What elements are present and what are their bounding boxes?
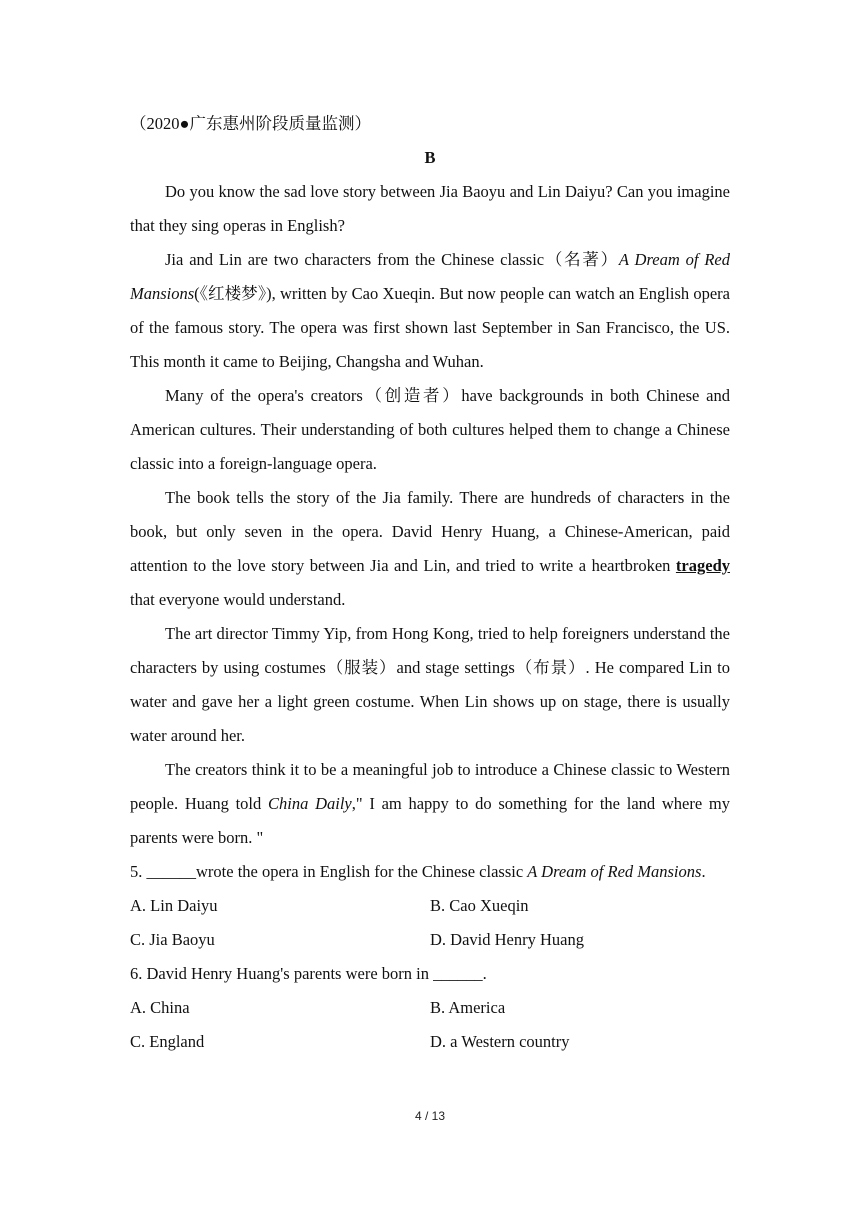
book-title: A Dream of Red Mansions	[130, 250, 730, 303]
book-title: A Dream of Red Mansions	[527, 862, 702, 881]
key-word: tragedy	[675, 556, 730, 575]
newspaper-name: China Daily	[268, 794, 352, 813]
option-c: C. England	[130, 1032, 205, 1051]
passage-paragraph-1: Do you know the sad love story between Jia Baoyu and Lin Daiyu? Can you imagine that they sing operas in English?	[130, 182, 730, 235]
passage-text: Jia and Lin are two characters from the Chinese classic（名著）	[165, 250, 619, 269]
option-a: A. Lin Daiyu	[130, 896, 218, 915]
passage-paragraph-2	[130, 243, 730, 379]
passage-paragraph-4	[130, 481, 730, 617]
passage-text: that everyone would understand.	[130, 590, 346, 609]
question-source: （2020●广东惠州阶段质量监测）	[130, 114, 371, 133]
page-number: 4 / 13	[414, 1109, 446, 1123]
page-content	[130, 107, 730, 1059]
question-6-stem: 6. David Henry Huang's parents were born in ______.	[130, 964, 487, 983]
question-6-options-row-1	[130, 991, 730, 1025]
question-5-stem	[130, 855, 730, 889]
question-text: .	[701, 862, 706, 881]
option-d: D. David Henry Huang	[430, 930, 584, 949]
passage-paragraph-3: Many of the opera's creators（创造者）have backgrounds in both Chinese and American cultures. Their understanding of both cultures helped them to change a Chinese classic into a foreign-language opera.	[130, 386, 730, 473]
passage-text: The creators think it to be a meaningful job to introduce a Chinese classic to Western people. Huang told	[130, 760, 730, 813]
passage-text: ," I am happy to do something for the land where my parents were born. "	[130, 794, 731, 847]
option-a: A. China	[130, 998, 190, 1017]
option-d: D. a Western country	[430, 1032, 570, 1051]
passage-paragraph-6	[130, 753, 730, 855]
question-text: 5. ______wrote the opera in English for the Chinese classic	[130, 862, 528, 881]
question-6-options-row-2	[130, 1025, 730, 1059]
passage-text: The book tells the story of the Jia family. There are hundreds of characters in the book, but only seven in the opera. David Henry Huang, a Chinese-American, paid attention to the love story between Jia and Lin, and tried to write a heartbroken	[130, 488, 730, 575]
section-letter: B	[424, 148, 436, 167]
option-c: C. Jia Baoyu	[130, 930, 215, 949]
passage-paragraph-5: The art director Timmy Yip, from Hong Kong, tried to help foreigners understand the characters by using costumes（服装）and stage settings（布景）. He compared Lin to water and gave her a light green costume. When Lin shows up on stage, there is usually water around her.	[130, 624, 730, 745]
question-5-options-row-1	[130, 889, 730, 923]
option-b: B. Cao Xueqin	[430, 896, 529, 915]
option-b: B. America	[430, 998, 506, 1017]
question-5-options-row-2	[130, 923, 730, 957]
passage-text: (《红楼梦》), written by Cao Xueqin. But now people can watch an English opera of the famous story. The opera was first shown last September in San Francisco, the US. This month it came to Beijing, Changsha and Wuhan.	[130, 284, 730, 371]
